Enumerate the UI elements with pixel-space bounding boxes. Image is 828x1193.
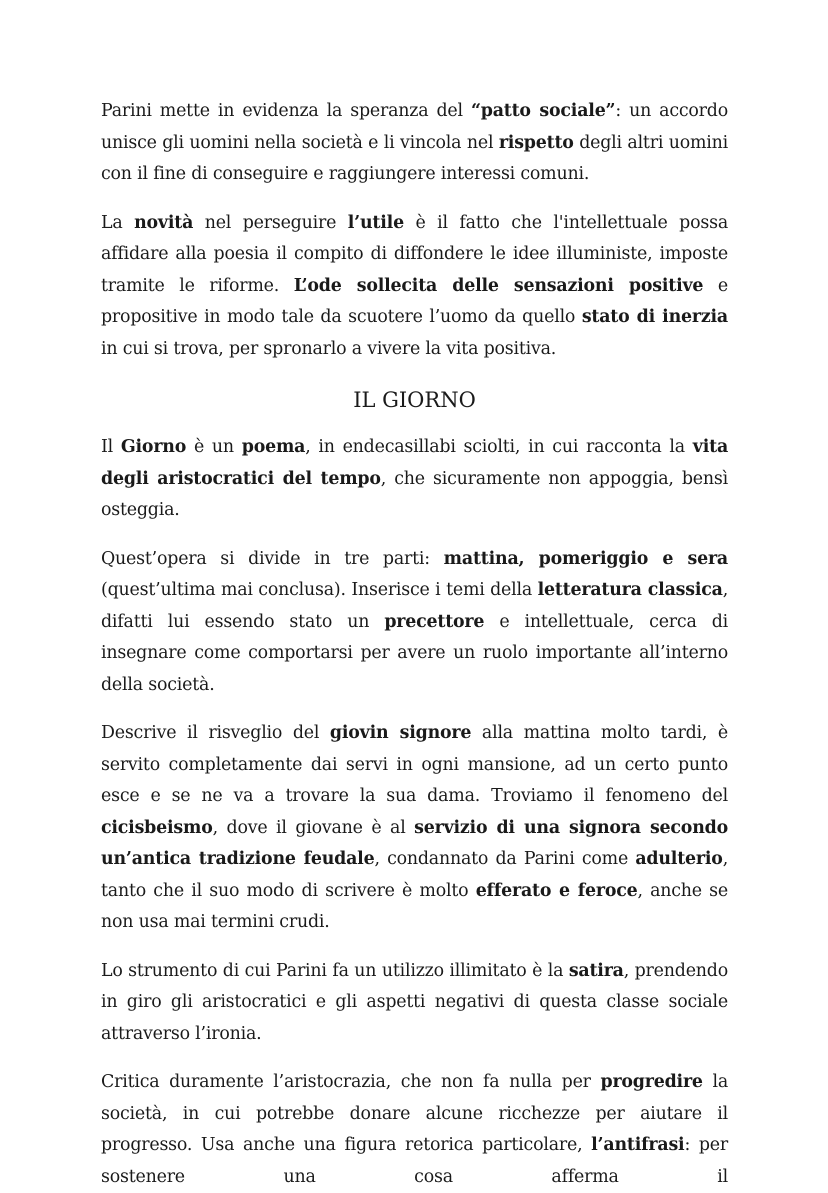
bold-phrase: L’ode sollecita delle sensazioni positive (293, 275, 704, 296)
bold-phrase: l’antifrasi (591, 1135, 685, 1155)
bold-phrase: stato di inerzia (581, 307, 728, 327)
bold-phrase: Giorno (120, 437, 187, 457)
text-run: Lo strumento di cui Parini fa un utilizzo illimitato è la (101, 960, 569, 981)
bold-phrase: adulterio (635, 849, 723, 869)
text-run: Quest’opera si divide in tre parti: (101, 548, 444, 569)
paragraph-novita-utile (101, 208, 728, 366)
bold-phrase: precettore (384, 611, 485, 632)
text-run: è il fatto che l'intellettuale possa affidare alla poesia il compito di diffondere le idee illuministe, imposte tramite le riforme. (101, 212, 728, 296)
text-run: degli altri uomini con il fine di conseguire e raggiungere interessi comuni. (101, 132, 728, 184)
text-run: alla mattina molto tardi, è servito completamente dai servi in ogni mansione, ad un certo punto esce e se ne va a trovare la sua dama. Troviamo il fenomeno del (101, 723, 728, 806)
text-run: nel perseguire (193, 212, 348, 233)
paragraph-satira (101, 956, 728, 1051)
text-run: e intellettuale, cerca di insegnare come comportarsi per avere un ruolo importante all’interno della società. (101, 611, 728, 695)
paragraph-giorno-poema (101, 432, 728, 527)
text-run: : un accordo unisce gli uomini nella società e li vincola nel (101, 101, 728, 153)
text-run: , prendendo in giro gli aristocratici e gli aspetti negativi di questa classe sociale attraverso l’ironia. (101, 960, 728, 1044)
text-run: è un (186, 437, 242, 457)
bold-phrase: giovin signore (329, 723, 472, 743)
paragraph-giovin-signore (101, 718, 728, 939)
text-run: (quest’ultima mai conclusa). Inserisce i temi della (101, 580, 538, 600)
bold-phrase: progredire (600, 1072, 703, 1092)
paragraph-patto-sociale (101, 96, 728, 191)
text-run: Critica duramente l’aristocrazia, che non fa nulla per (101, 1072, 601, 1092)
text-run: Descrive il risveglio del (101, 723, 330, 743)
text-run: e propositive in modo tale da scuotere l’uomo da quello (101, 275, 728, 327)
bold-phrase: l’utile (347, 212, 404, 233)
bold-phrase: letteratura classica (537, 580, 723, 600)
document-page (101, 96, 728, 1193)
text-run: , tanto che il suo modo di scrivere è molto (101, 849, 729, 901)
text-run: , condannato da Parini come (374, 849, 636, 869)
bold-phrase: servizio di una signora secondo un’antica tradizione feudale (101, 817, 729, 869)
bold-phrase: rispetto (498, 132, 574, 153)
text-run: , anche se non usa mai termini crudi. (101, 880, 728, 932)
bold-phrase: mattina, pomeriggio e sera (443, 548, 728, 569)
text-run: , che sicuramente non appoggia, bensì osteggia. (101, 468, 728, 520)
text-run: in cui si trova, per spronarlo a vivere la vita positiva. (101, 338, 557, 359)
bold-phrase: cicisbeismo (101, 817, 213, 838)
section-heading: IL GIORNO (353, 388, 476, 412)
bold-phrase: vita degli aristocratici del tempo (101, 437, 729, 489)
text-run: La (101, 212, 135, 233)
text-run: Parini mette in evidenza la speranza del (101, 101, 471, 121)
paragraph-antifrasi (101, 1067, 728, 1193)
text-run: , dove il giovane è al (212, 817, 415, 838)
text-run: Il (101, 437, 121, 457)
text-run: , difatti lui essendo stato un (101, 580, 729, 632)
bold-phrase: novità (134, 212, 194, 233)
bold-phrase: satira (568, 960, 624, 981)
text-run: , in endecasillabi sciolti, in cui racconta la (305, 437, 693, 457)
text-run: : per sostenere una cosa afferma il (101, 1135, 728, 1187)
bold-phrase: poema (241, 437, 306, 457)
bold-phrase: efferato e feroce (475, 880, 638, 901)
text-run: la società, in cui potrebbe donare alcune ricchezze per aiutare il progresso. Usa anche una figura retorica particolare, (101, 1072, 729, 1155)
bold-phrase: “patto sociale” (470, 101, 616, 121)
paragraph-tre-parti (101, 544, 728, 702)
